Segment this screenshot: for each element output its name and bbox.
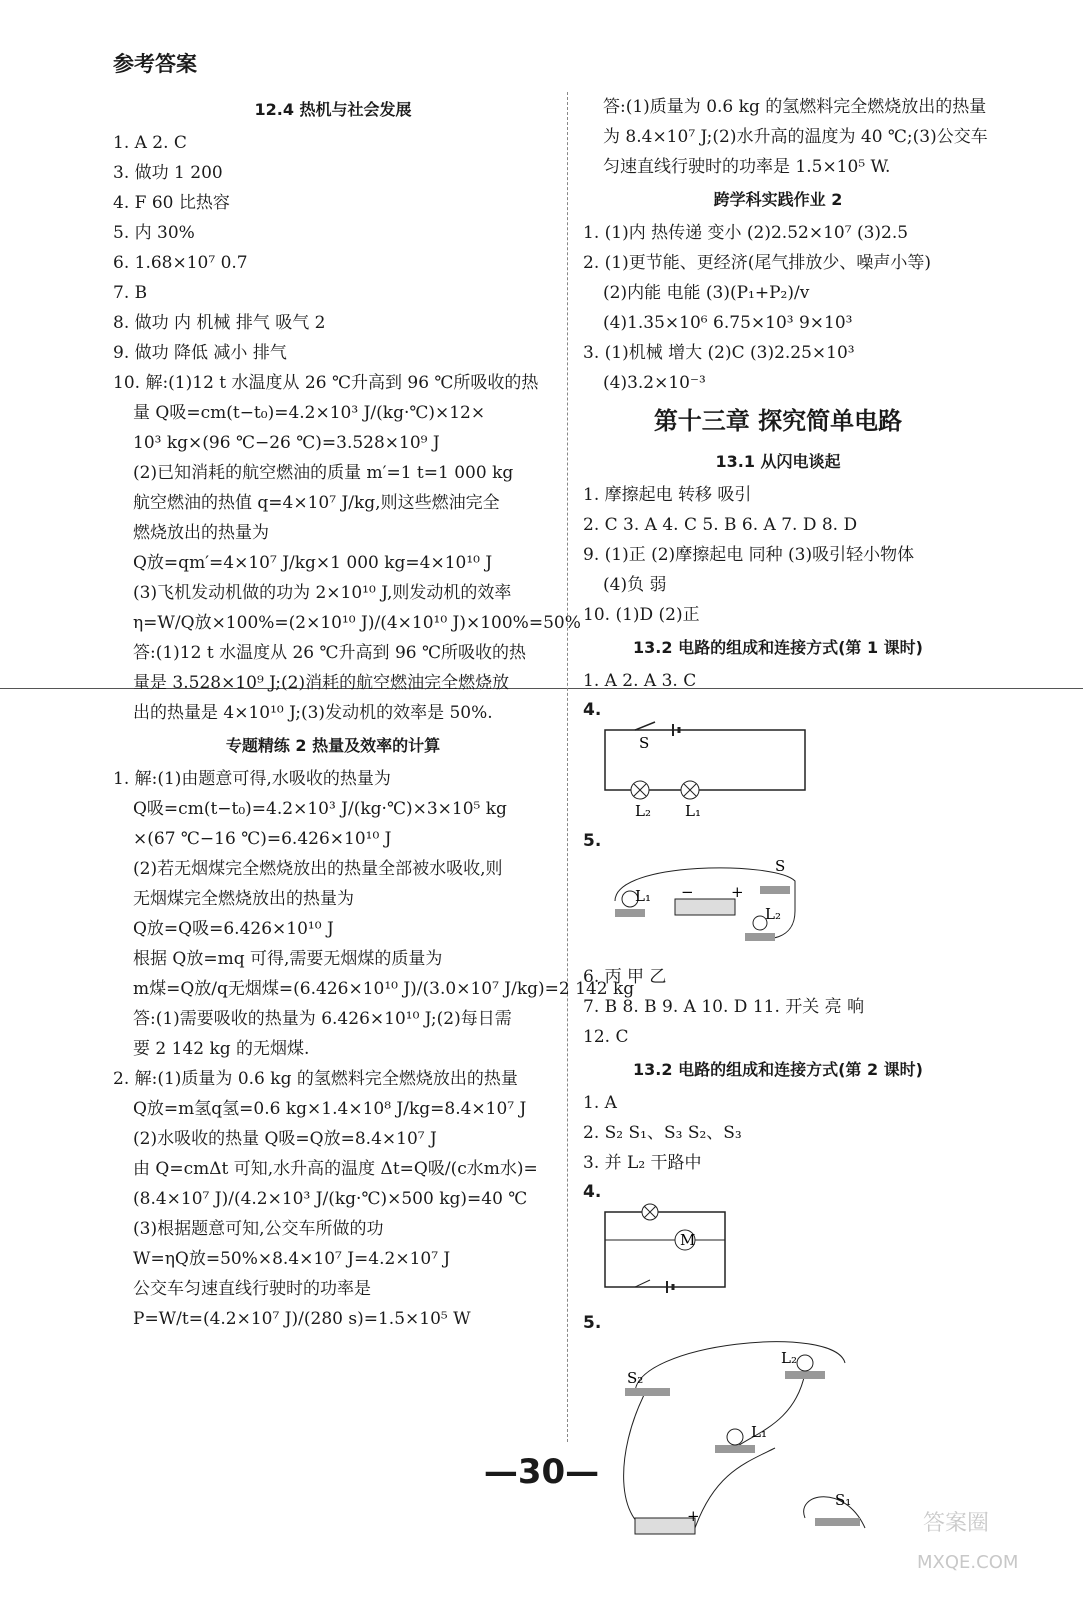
section-heading: 13.2 电路的组成和连接方式(第 2 课时): [633, 1060, 923, 1079]
answer-continuation: 燃烧放出的热量为: [133, 523, 269, 543]
plus-label: +: [731, 883, 744, 901]
figure-answer: [583, 1182, 973, 1307]
answer-continuation: (8.4×10⁷ J)/(4.2×10³ J/(kg·℃)×500 kg)=40 ℃: [133, 1189, 528, 1209]
page-header: 参考答案: [113, 52, 197, 76]
answer-continuation: 根据 Q放=mq 可得,需要无烟煤的质量为: [133, 949, 443, 969]
section-heading: 跨学科实践作业 2: [713, 190, 843, 209]
motor-label: M: [680, 1231, 696, 1249]
figure-answer: [583, 831, 973, 956]
answer-line: 3. (1)机械 增大 (2)C (3)2.25×10³: [583, 343, 855, 363]
right-column: [583, 92, 988, 1554]
figure-answer: [583, 700, 973, 825]
figure-number: 4.: [583, 1182, 602, 1202]
answer-line: 2. 解:(1)质量为 0.6 kg 的氢燃料完全燃烧放出的热量: [113, 1069, 518, 1089]
answer-line: 3. 做功 1 200: [113, 163, 223, 183]
answer-line: 1. 解:(1)由题意可得,水吸收的热量为: [113, 769, 391, 789]
switch-s1-label: S₁: [835, 1491, 852, 1509]
answer-continuation: 量 Q吸=cm(t−t₀)=4.2×10³ J/(kg·℃)×12×: [133, 403, 486, 423]
figure-number: 5.: [583, 1313, 602, 1333]
lamp-l2-label: L₂: [765, 905, 781, 923]
answer-continuation: 为 8.4×10⁷ J;(2)水升高的温度为 40 ℃;(3)公交车: [603, 127, 988, 147]
switch-label: S: [639, 734, 650, 752]
section-heading: 13.2 电路的组成和连接方式(第 1 课时): [633, 638, 923, 657]
answer-continuation: Q放=qm′=4×10⁷ J/kg×1 000 kg=4×10¹⁰ J: [133, 553, 493, 573]
column-divider: [567, 92, 568, 1442]
section-heading: 12.4 热机与社会发展: [254, 100, 412, 119]
answer-continuation: (2)水吸收的热量 Q吸=Q放=8.4×10⁷ J: [133, 1129, 437, 1149]
switch-label: S: [775, 857, 786, 875]
answer-line: 8. 做功 内 机械 排气 吸气 2: [113, 313, 326, 333]
section-heading: 13.1 从闪电谈起: [715, 452, 841, 471]
page-number: —30—: [483, 1452, 600, 1492]
answer-continuation: 匀速直线行驶时的功率是 1.5×10⁵ W.: [603, 157, 891, 177]
answer-line: 5. 内 30%: [113, 223, 195, 243]
answer-continuation: 要 2 142 kg 的无烟煤.: [133, 1039, 310, 1059]
answer-continuation: (4)3.2×10⁻³: [603, 373, 706, 393]
answer-continuation: P=W/t=(4.2×10⁷ J)/(280 s)=1.5×10⁵ W: [133, 1309, 471, 1329]
answer-continuation: 出的热量是 4×10¹⁰ J;(3)发动机的效率是 50%.: [133, 703, 493, 723]
answer-continuation: (3)根据题意可知,公交车所做的功: [133, 1219, 384, 1239]
answer-continuation: 航空燃油的热值 q=4×10⁷ J/kg,则这些燃油完全: [133, 493, 500, 513]
watermark-logo: [913, 1490, 1053, 1580]
answer-line: 6. 1.68×10⁷ 0.7: [113, 253, 248, 273]
answer-line: 3. 并 L₂ 干路中: [583, 1153, 702, 1173]
answer-continuation: W=ηQ放=50%×8.4×10⁷ J=4.2×10⁷ J: [133, 1249, 451, 1269]
answer-line: 1. A 2. C: [113, 133, 187, 153]
answer-line: 10. (1)D (2)正: [583, 605, 700, 625]
circuit-diagram: [595, 720, 815, 820]
answer-continuation: 无烟煤完全燃烧放出的热量为: [133, 889, 354, 909]
chapter-title: 第十三章 探究简单电路: [653, 407, 903, 435]
answer-continuation: 量是 3.528×10⁹ J;(2)消耗的航空燃油完全燃烧放: [133, 673, 510, 693]
answer-continuation: 答:(1)12 t 水温度从 26 ℃升高到 96 ℃所吸收的热: [133, 643, 526, 663]
answer-line: 1. (1)内 热传递 变小 (2)2.52×10⁷ (3)2.5: [583, 223, 909, 243]
figure-number: 4.: [583, 700, 602, 720]
answer-line: 2. C 3. A 4. C 5. B 6. A 7. D 8. D: [583, 515, 858, 535]
answer-continuation: m煤=Q放/q无烟煤=(6.426×10¹⁰ J)/(3.0×10⁷ J/kg)=2 142 kg: [133, 979, 635, 999]
section-heading: 专题精练 2 热量及效率的计算: [225, 736, 441, 755]
answer-continuation: (2)若无烟煤完全燃烧放出的热量全部被水吸收,则: [133, 859, 503, 879]
answer-continuation: Q放=m氢q氢=0.6 kg×1.4×10⁸ J/kg=8.4×10⁷ J: [133, 1099, 527, 1119]
answer-line: 7. B 8. B 9. A 10. D 11. 开关 亮 响: [583, 997, 865, 1017]
lamp-l1-label: L₁: [635, 887, 651, 905]
answer-line: 2. S₂ S₁、S₃ S₂、S₃: [583, 1123, 742, 1143]
answer-line: 12. C: [583, 1027, 629, 1047]
answer-continuation: 由 Q=cmΔt 可知,水升高的温度 Δt=Q吸/(c水m水)=: [133, 1159, 538, 1179]
switch-s2-label: S₂: [627, 1369, 644, 1387]
answer-line: 1. 摩擦起电 转移 吸引: [583, 485, 752, 505]
answer-continuation: (2)内能 电能 (3)(P₁+P₂)/v: [603, 283, 810, 303]
watermark-text: 答案圈: [923, 1511, 990, 1536]
plus-label: +: [687, 1507, 700, 1525]
answer-continuation: Q吸=cm(t−t₀)=4.2×10³ J/(kg·℃)×3×10⁵ kg: [133, 799, 507, 819]
answer-line: 9. 做功 降低 减小 排气: [113, 343, 287, 363]
answer-continuation: 答:(1)质量为 0.6 kg 的氢燃料完全燃烧放出的热量: [603, 97, 987, 117]
answer-line: 7. B: [113, 283, 148, 303]
figure-number: 5.: [583, 831, 602, 851]
circuit-diagram: [595, 1333, 885, 1543]
answer-line: 2. (1)更节能、更经济(尾气排放少、噪声小等): [583, 253, 931, 273]
answer-continuation: 答:(1)需要吸收的热量为 6.426×10¹⁰ J;(2)每日需: [133, 1009, 512, 1029]
answer-continuation: (2)已知消耗的航空燃油的质量 m′=1 t=1 000 kg: [133, 463, 514, 483]
answer-line: 10. 解:(1)12 t 水温度从 26 ℃升高到 96 ℃所吸收的热: [113, 373, 539, 393]
answer-continuation: ×(67 ℃−16 ℃)=6.426×10¹⁰ J: [133, 829, 392, 849]
circuit-diagram: [595, 851, 815, 951]
answer-continuation: (4)负 弱: [603, 575, 667, 595]
answer-continuation: (3)飞机发动机做的功为 2×10¹⁰ J,则发动机的效率: [133, 583, 512, 603]
lamp-l1-label: L₁: [685, 802, 701, 820]
answer-continuation: Q放=Q吸=6.426×10¹⁰ J: [133, 919, 334, 939]
lamp-l2-label: L₂: [781, 1349, 797, 1367]
answer-continuation: η=W/Q放×100%=(2×10¹⁰ J)/(4×10¹⁰ J)×100%=50%: [133, 613, 581, 633]
circuit-diagram: [595, 1202, 815, 1302]
answer-continuation: (4)1.35×10⁶ 6.75×10³ 9×10³: [603, 313, 853, 333]
minus-label: −: [681, 883, 694, 901]
answer-line: 1. A: [583, 1093, 617, 1113]
answer-continuation: 公交车匀速直线行驶时的功率是: [133, 1279, 371, 1299]
answer-line: 1. A 2. A 3. C: [583, 671, 697, 691]
answer-continuation: 10³ kg×(96 ℃−26 ℃)=3.528×10⁹ J: [133, 433, 440, 453]
answer-line: 9. (1)正 (2)摩擦起电 同种 (3)吸引轻小物体: [583, 545, 915, 565]
watermark-domain: MXQE.COM: [917, 1552, 1019, 1573]
answer-line: 6. 丙 甲 乙: [583, 967, 667, 987]
lamp-l2-label: L₂: [635, 802, 651, 820]
answer-line: 4. F 60 比热容: [113, 193, 230, 213]
lamp-l1-label: L₁: [751, 1423, 767, 1441]
